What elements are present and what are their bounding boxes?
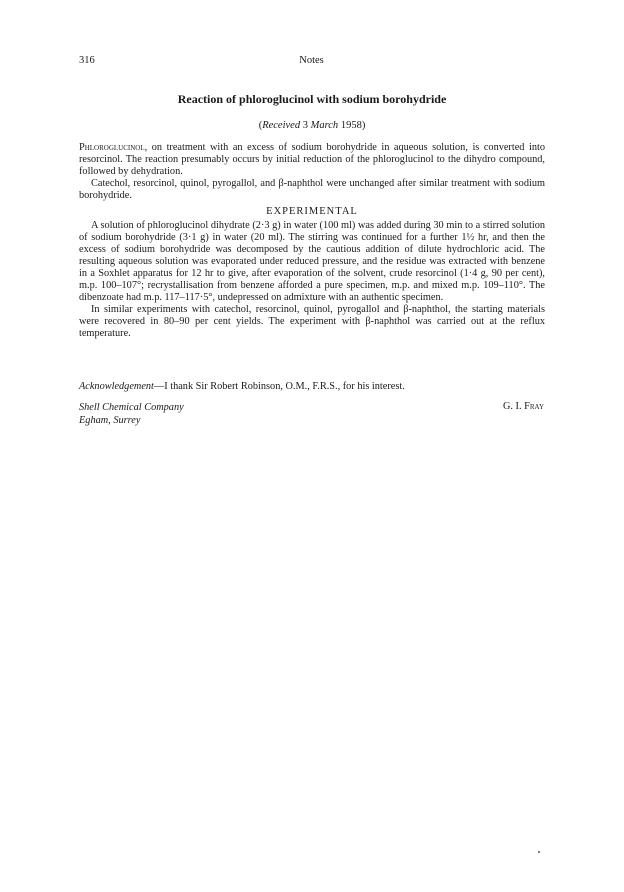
experimental-section [79, 220, 545, 340]
received-month: March [310, 120, 339, 131]
received-label: Received [262, 120, 301, 131]
author-affiliation [79, 401, 184, 427]
abstract-paragraph-2: Catechol, resorcinol, quinol, pyrogallol, and β-naphthol were unchanged after similar treatment with sodium borohydride. [79, 178, 545, 201]
author-name: G. I. Fray [502, 401, 544, 412]
page-header [79, 55, 544, 69]
acknowledgement-label: Acknowledgement [79, 381, 154, 392]
scan-speck [538, 851, 540, 853]
page-number: 316 [79, 55, 95, 66]
running-head: Notes [299, 55, 324, 66]
acknowledgement-text: —I thank Sir Robert Robinson, O.M., F.R.S., for his interest. [153, 381, 405, 392]
affiliation-line-2: Egham, Surrey [79, 415, 141, 426]
acknowledgement [79, 381, 545, 392]
received-day: 3 [302, 120, 308, 131]
abstract-section [79, 142, 545, 202]
received-date: (Received 3 March 1958) [258, 120, 366, 131]
received-year: 1958 [340, 120, 362, 131]
lead-word: Phloroglucinol [79, 142, 145, 153]
abstract-paragraph-1-text: , on treatment with an excess of sodium borohydride in aqueous solution, is converted into resorcinol. The reaction presumably occurs by initial reduction of the phloroglucinol to the dihydro compound, followed by dehydration. [79, 142, 545, 177]
article-title: Reaction of phloroglucinol with sodium borohydride [177, 92, 447, 106]
affiliation-line-1: Shell Chemical Company [79, 402, 184, 413]
section-heading-experimental: EXPERIMENTAL [266, 206, 358, 217]
abstract-paragraph-1 [79, 142, 545, 178]
experimental-paragraph-2: In similar experiments with catechol, resorcinol, quinol, pyrogallol and β-naphthol, the starting materials were recovered in 80–90 per cent yields. The experiment with β-naphthol was carried out at the reflux temperature. [79, 304, 545, 339]
experimental-paragraph-1: A solution of phloroglucinol dihydrate (2·3 g) in water (100 ml) was added during 30 min to a stirred solution of sodium borohydride (3·1 g) in water (20 ml). The stirring was continued for a further 1½ hr, and then the excess of sodium borohydride was decomposed by the cautious addition of dilute hydrochloric acid. The resulting aqueous solution was evaporated under reduced pressure, and the residue was extracted with benzene in a Soxhlet apparatus for 12 hr to give, after evaporation of the solvent, crude resorcinol (1·4 g, 90 per cent), m.p. 100–107°; recrystallisation from benzene afforded a pure specimen, m.p. and mixed m.p. 109–110°. The dibenzoate had m.p. 117–117·5°, undepressed on admixture with an authentic specimen. [79, 220, 545, 303]
